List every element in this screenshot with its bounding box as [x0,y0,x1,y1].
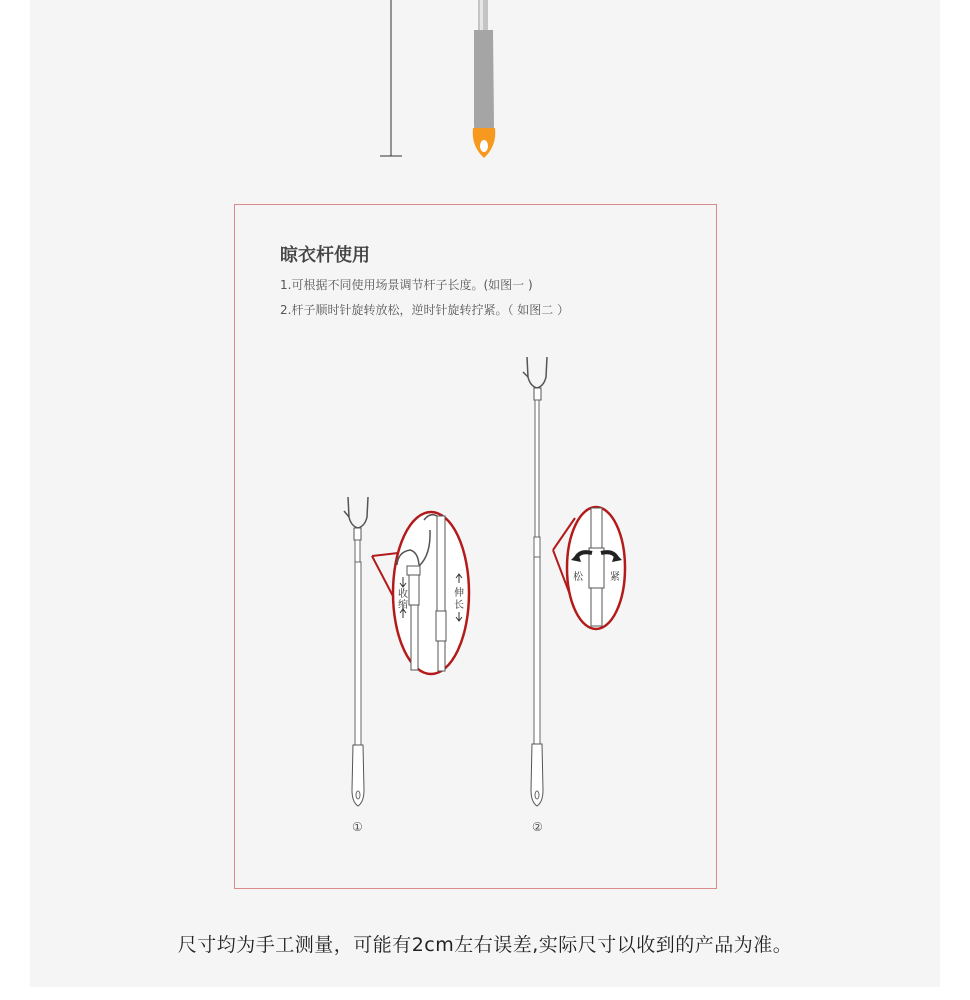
tighten-label: 紧 [610,572,620,583]
retract-label-2: 缩 [398,600,408,611]
figure-2-number: ② [532,820,543,834]
extend-label-2: 长 [454,600,464,611]
instruction-1: 1.可根据不同使用场景调节杆子长度。(如图一 ) [280,278,533,292]
loosen-label: 松 [573,572,583,583]
extend-label-1: 伸 [454,588,464,599]
section-title: 晾衣杆使用 [280,245,370,266]
figure-1-number: ① [352,820,363,834]
retract-label-1: 收 [398,589,408,600]
instruction-2: 2.杆子顺时针旋转放松，逆时针旋转拧紧。（ 如图二 ） [280,303,570,317]
measurement-note: 尺寸均为手工测量，可能有2cm左右误差,实际尺寸以收到的产品为准。 [177,934,793,956]
